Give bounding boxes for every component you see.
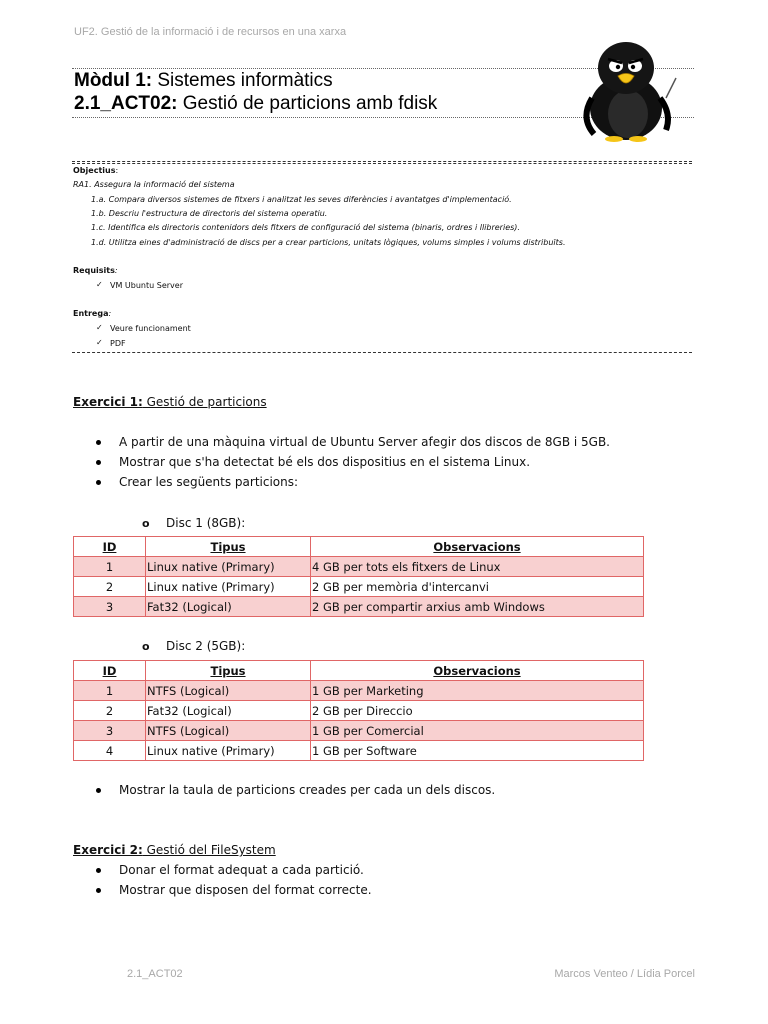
objective-item: 1.d. Utilitza eines d'administració de discs per a crear particions, unitats lògiques, volums simples i volums distribuïts.: [91, 238, 566, 247]
requisit-item: VM Ubuntu Server: [110, 281, 183, 290]
footer-authors: Marcos Venteo / Lídia Porcel: [554, 968, 695, 980]
bullet-icon: [96, 788, 101, 793]
cell-id: 1: [74, 557, 146, 577]
bullet-icon: [96, 480, 101, 485]
column-header-observacions: Observacions: [311, 537, 644, 557]
circle-bullet-icon: o: [142, 517, 150, 530]
bullet-icon: [96, 888, 101, 893]
cell-observacions: 4 GB per tots els fitxers de Linux: [311, 557, 644, 577]
cell-tipus: Linux native (Primary): [146, 577, 311, 597]
cell-id: 1: [74, 681, 146, 701]
cell-tipus: NTFS (Logical): [146, 681, 311, 701]
cell-observacions: 2 GB per compartir arxius amb Windows: [311, 597, 644, 617]
objective-item: 1.b. Descriu l'estructura de directoris del sistema operatiu.: [91, 209, 328, 218]
table-row: [74, 741, 644, 761]
cell-id: 4: [74, 741, 146, 761]
column-header-id: ID: [74, 537, 146, 557]
cell-id: 2: [74, 701, 146, 721]
disc1-partition-table: [73, 536, 644, 617]
objectives-bottom-rule: [72, 352, 692, 353]
cell-tipus: Fat32 (Logical): [146, 597, 311, 617]
bullet-icon: [96, 868, 101, 873]
objective-item: 1.a. Compara diversos sistemes de fitxers i analitzat les seves diferències i avantatges d'implementació.: [91, 195, 512, 204]
exercise1-title: Exercici 1: Gestió de particions: [73, 395, 267, 409]
requisits-label: Requisits:: [73, 266, 118, 275]
table-row: [74, 557, 644, 577]
circle-bullet-icon: o: [142, 640, 150, 653]
exercise2-title: Exercici 2: Gestió del FileSystem: [73, 843, 276, 857]
cell-id: 3: [74, 597, 146, 617]
cell-observacions: 2 GB per Direccio: [311, 701, 644, 721]
checkmark-icon: ✓: [96, 338, 103, 347]
course-header: UF2. Gestió de la informació i de recursos en una xarxa: [74, 26, 347, 38]
penguin-logo: [572, 38, 684, 142]
table-row: [74, 701, 644, 721]
cell-observacions: 1 GB per Marketing: [311, 681, 644, 701]
objectives-top-rule-2: [72, 163, 692, 164]
table-row: [74, 721, 644, 741]
objectives-label: Objectius:: [73, 166, 119, 175]
objectives-ra: RA1. Assegura la informació del sistema: [73, 180, 235, 189]
module-title: Mòdul 1: Sistemes informàtics: [74, 70, 333, 91]
checkmark-icon: ✓: [96, 323, 103, 332]
cell-id: 2: [74, 577, 146, 597]
table-header-row: [74, 661, 644, 681]
table-row: [74, 597, 644, 617]
cell-tipus: NTFS (Logical): [146, 721, 311, 741]
table-row: [74, 681, 644, 701]
bullet-icon: [96, 460, 101, 465]
activity-title: 2.1_ACT02: Gestió de particions amb fdisk: [74, 93, 438, 114]
table-row: [74, 577, 644, 597]
objective-item: 1.c. Identifica els directoris contenidors dels fitxers de configuració del sistema (binaris, ordres i llibreries).: [91, 223, 520, 232]
checkmark-icon: ✓: [96, 280, 103, 289]
bullet-icon: [96, 440, 101, 445]
column-header-tipus: Tipus: [146, 661, 311, 681]
entrega-item: Veure funcionament: [110, 324, 191, 333]
disc2-partition-table: [73, 660, 644, 761]
column-header-tipus: Tipus: [146, 537, 311, 557]
entrega-label: Entrega:: [73, 309, 112, 318]
entrega-item: PDF: [110, 339, 126, 348]
cell-tipus: Linux native (Primary): [146, 557, 311, 577]
cell-observacions: 1 GB per Comercial: [311, 721, 644, 741]
column-header-id: ID: [74, 661, 146, 681]
cell-tipus: Linux native (Primary): [146, 741, 311, 761]
footer-activity-code: 2.1_ACT02: [127, 968, 183, 980]
cell-observacions: 2 GB per memòria d'intercanvi: [311, 577, 644, 597]
table-header-row: [74, 537, 644, 557]
column-header-observacions: Observacions: [311, 661, 644, 681]
cell-tipus: Fat32 (Logical): [146, 701, 311, 721]
cell-observacions: 1 GB per Software: [311, 741, 644, 761]
cell-id: 3: [74, 721, 146, 741]
objectives-top-rule: [72, 161, 692, 162]
